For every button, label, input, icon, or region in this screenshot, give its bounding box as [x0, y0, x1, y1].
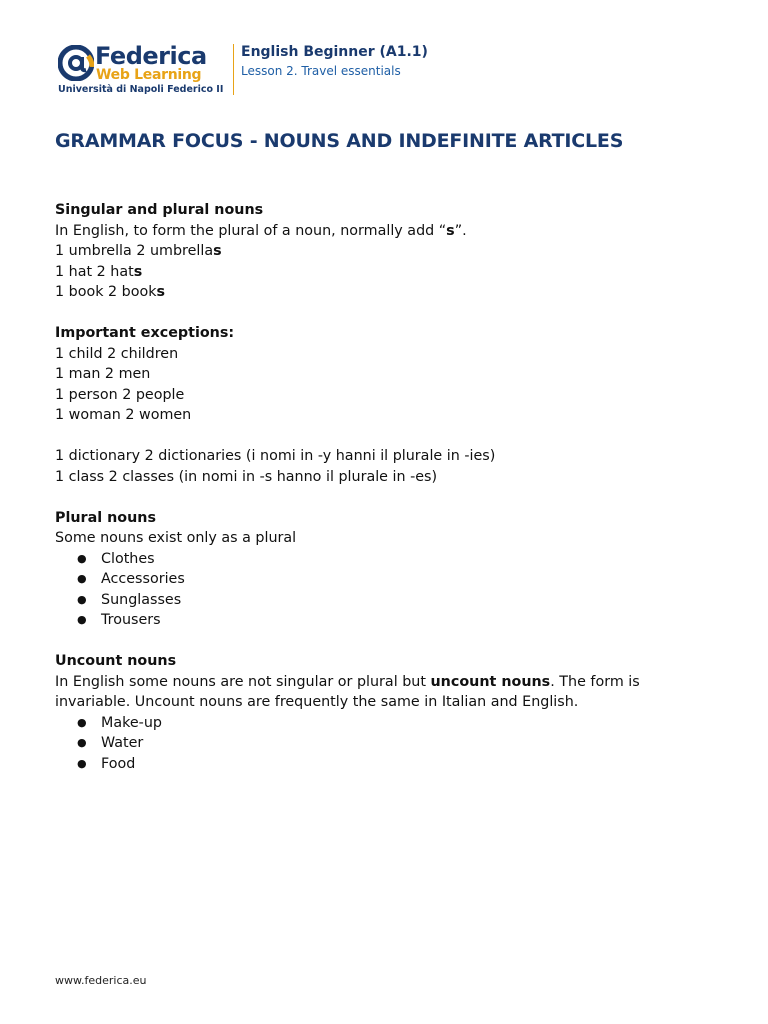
list-item: ● Accessories: [55, 569, 715, 590]
section-heading-exceptions: Important exceptions:: [55, 325, 235, 341]
section-heading-plural-nouns: Plural nouns: [55, 509, 156, 526]
exception-item: 1 child 2 children: [55, 345, 179, 362]
document-body: [55, 200, 715, 774]
list-item: ● Clothes: [55, 549, 715, 570]
header-divider: [233, 44, 234, 95]
exception-item: 1 woman 2 women: [55, 407, 192, 423]
exception-item: 1 man 2 men: [55, 366, 151, 382]
plural-nouns-intro: Some nouns exist only as a plural: [55, 530, 297, 546]
plural-nouns-list: [55, 549, 715, 631]
exception-item: 1 person 2 people: [55, 386, 185, 403]
exception-note: 1 class 2 classes (in nomi in -s hanno il plurale in -es): [55, 468, 438, 485]
list-item: ● Food: [55, 754, 715, 775]
footer-url[interactable]: www.federica.eu: [55, 974, 147, 987]
logo-subtitle: Web Learning: [96, 67, 202, 83]
federica-logo[interactable]: [55, 40, 235, 100]
singular-plural-intro: In English, to form the plural of a noun, normally add “s”.: [55, 222, 467, 239]
logo-name: Federica: [95, 42, 207, 70]
plural-example: 1 book 2 books: [55, 284, 166, 300]
plural-example: 1 hat 2 hats: [55, 263, 143, 280]
plural-example: 1 umbrella 2 umbrellas: [55, 243, 222, 259]
list-item: ● Trousers: [55, 610, 715, 631]
federica-at-logo-icon: [58, 45, 94, 81]
section-heading-singular-plural: Singular and plural nouns: [55, 202, 264, 218]
header: [55, 40, 715, 100]
list-item: ● Make-up: [55, 713, 715, 734]
section-heading-uncount-nouns: Uncount nouns: [55, 653, 177, 669]
list-item: ● Water: [55, 733, 715, 754]
logo-university: Università di Napoli Federico II: [58, 84, 224, 95]
exception-note: 1 dictionary 2 dictionaries (i nomi in -y hanni il plurale in -ies): [55, 448, 496, 464]
list-item: ● Sunglasses: [55, 590, 715, 611]
uncount-nouns-list: [55, 713, 715, 775]
page-title: GRAMMAR FOCUS - NOUNS AND INDEFINITE ARTICLES: [55, 130, 624, 152]
course-title: English Beginner (A1.1): [241, 44, 428, 60]
lesson-subtitle: Lesson 2. Travel essentials: [241, 64, 401, 78]
uncount-nouns-intro: In English some nouns are not singular or plural but uncount nouns. The form is invariable. Uncount nouns are frequently the same in Italian and English.: [55, 673, 640, 710]
